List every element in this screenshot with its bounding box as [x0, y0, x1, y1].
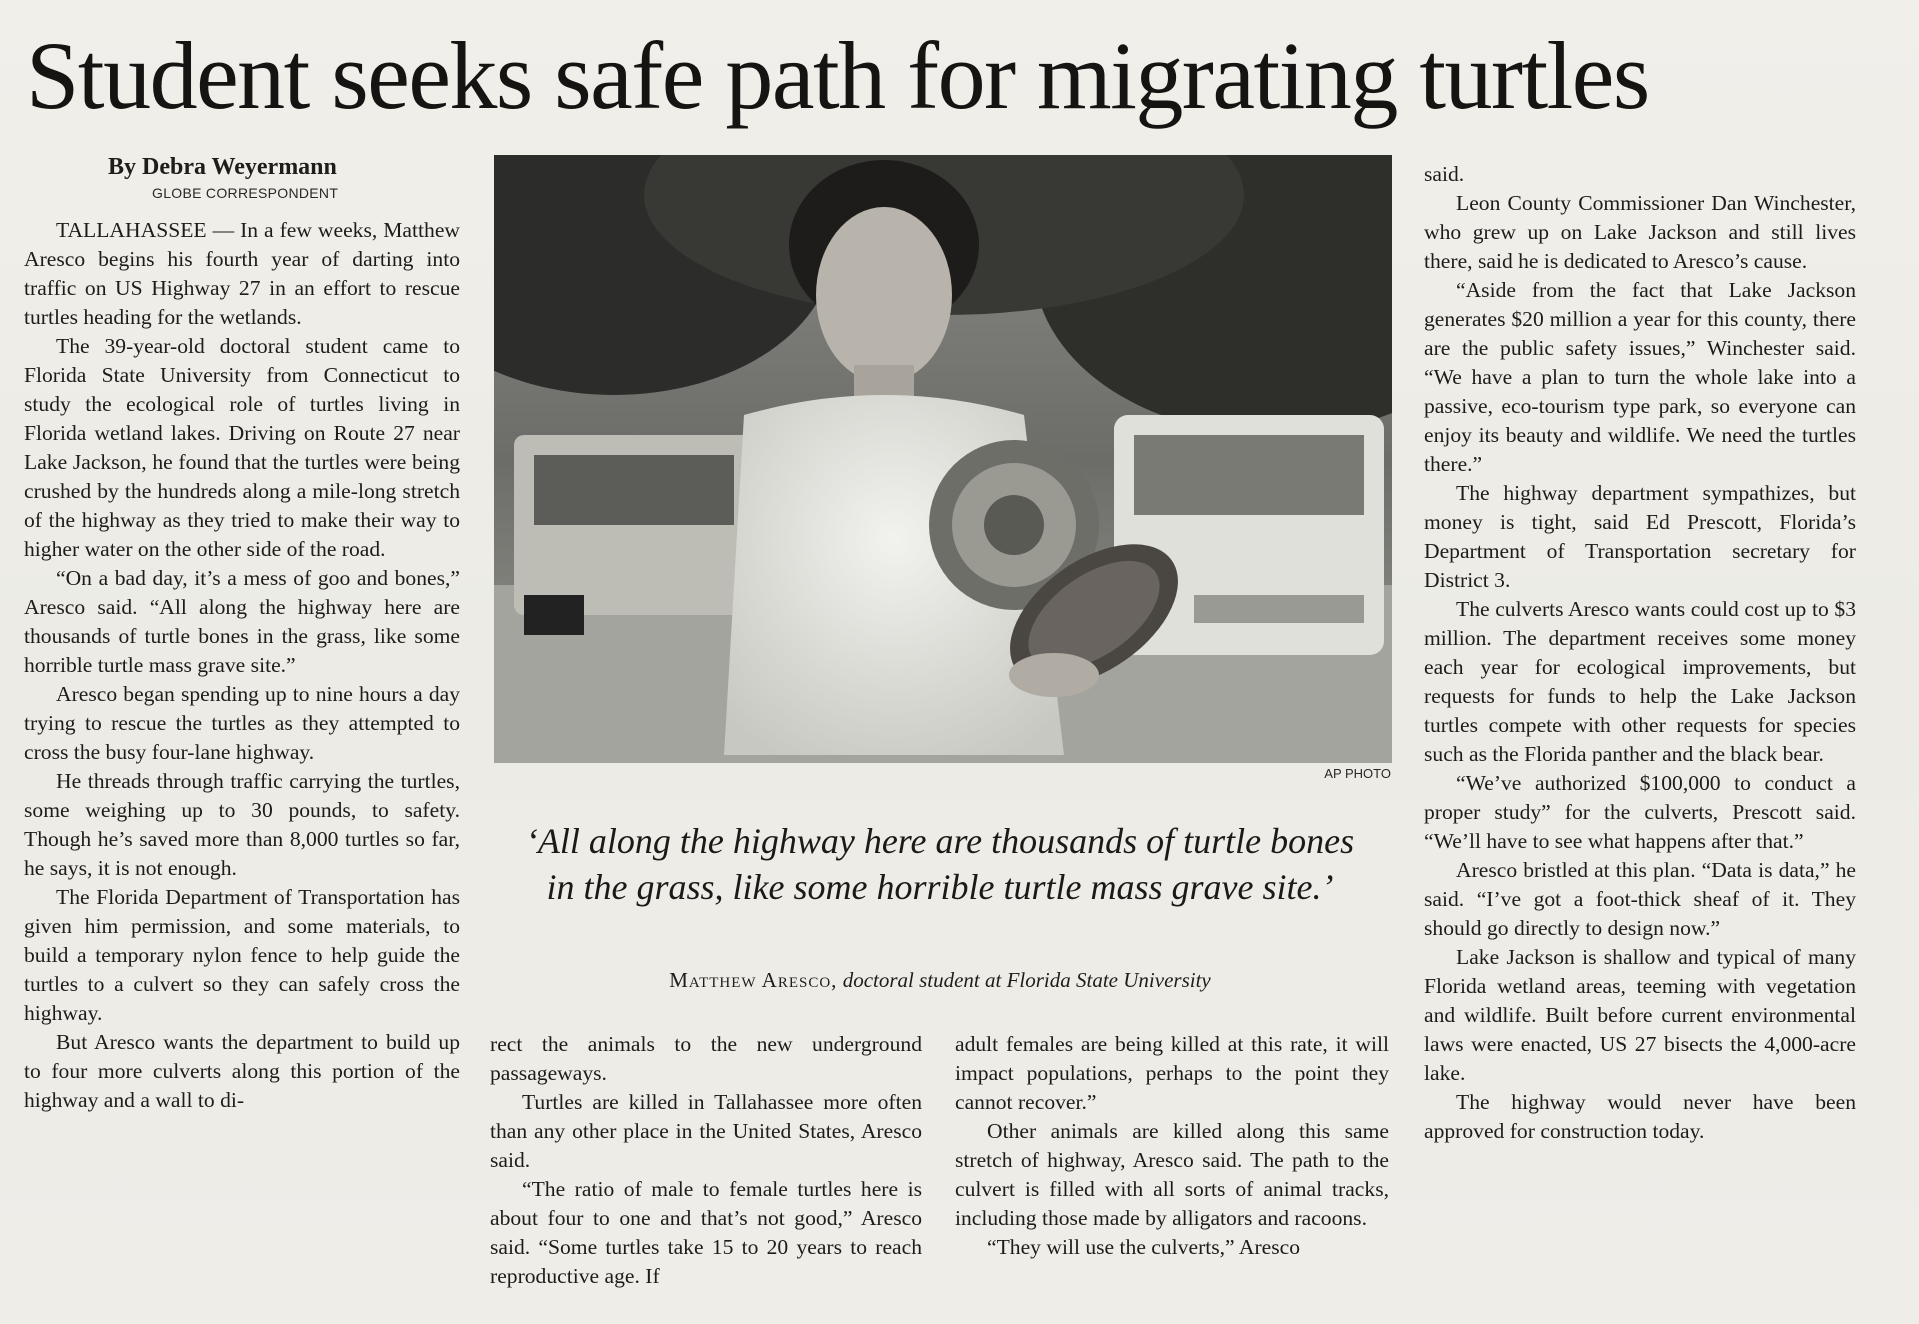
article-column-4 — [1424, 160, 1856, 1146]
article-column-1 — [24, 216, 460, 1115]
paragraph: “On a bad day, it’s a mess of goo and bones,” Aresco said. “All along the highway here are thousands of turtle bones in the grass, like some horrible turtle mass grave site.” — [24, 566, 460, 677]
paragraph: Aresco bristled at this plan. “Data is data,” he said. “I’ve got a foot-thick sheaf of it. They should go directly to design now.” — [1424, 858, 1856, 940]
paragraph: But Aresco wants the department to build up to four more culverts along this portion of the highway and a wall to di- — [24, 1030, 460, 1112]
paragraph: The highway department sympathizes, but money is tight, said Ed Prescott, Florida’s Department of Transportation secretary for District 3. — [1424, 481, 1856, 592]
paragraph: Aresco began spending up to nine hours a day trying to rescue the turtles as they attempted to cross the busy four-lane highway. — [24, 682, 460, 764]
paragraph: Turtles are killed in Tallahassee more often than any other place in the United States, Aresco said. — [490, 1090, 922, 1172]
headline: Student seeks safe path for migrating turtles — [26, 22, 1649, 129]
paragraph: “They will use the culverts,” Aresco — [987, 1235, 1301, 1259]
photo-illustration — [494, 155, 1392, 763]
paragraph: adult females are being killed at this rate, it will impact populations, perhaps to the point they cannot recover.” — [955, 1032, 1389, 1114]
quote-speaker: Matthew Aresco, — [669, 968, 838, 992]
article-column-2 — [490, 1030, 922, 1291]
paragraph: rect the animals to the new underground passageways. — [490, 1032, 922, 1085]
paragraph: TALLAHASSEE — In a few weeks, Matthew Aresco begins his fourth year of darting into traffic on US Highway 27 in an effort to rescue turtles heading for the wetlands. — [24, 218, 460, 329]
paragraph: The 39-year-old doctoral student came to Florida State University from Connecticut to study the ecological role of turtles living in Florida wetland lakes. Driving on Route 27 near Lake Jackson, he found that the turtles were being crushed by the hundreds along a mile-long stretch of the highway as they tried to make their way to higher water on the other side of the road. — [24, 334, 460, 561]
photo-man-holding-turtle — [494, 155, 1392, 763]
article-column-3 — [955, 1030, 1389, 1262]
quote-speaker-role: doctoral student at Florida State University — [842, 968, 1211, 992]
pull-quote-attribution — [520, 966, 1360, 994]
paragraph: “The ratio of male to female turtles here is about four to one and that’s not good,” Aresco said. “Some turtles take 15 to 20 years to reach reproductive age. If — [490, 1177, 922, 1288]
paragraph: Other animals are killed along this same stretch of highway, Aresco said. The path to the culvert is filled with all sorts of animal tracks, including those made by alligators and racoons. — [955, 1119, 1389, 1230]
byline: By Debra Weyermann — [108, 154, 337, 180]
paragraph: “Aside from the fact that Lake Jackson generates $20 million a year for this county, there are the public safety issues,” Winchester said. “We have a plan to turn the whole lake into a passive, eco-tourism type park, so everyone can enjoy its beauty and wildlife. We need the turtles there.” — [1424, 278, 1856, 476]
paragraph: The culverts Aresco wants could cost up to $3 million. The department receives some money each year for ecological improvements, but requests for funds to help the Lake Jackson turtles compete with other requests for species such as the Florida panther and the black bear. — [1424, 597, 1856, 766]
paragraph: The Florida Department of Transportation has given him permission, and some materials, to build a temporary nylon fence to help guide the turtles to a culvert so they can safely cross the highway. — [24, 885, 460, 1025]
paragraph: The highway would never have been approved for construction today. — [1424, 1090, 1856, 1143]
pull-quote: ‘All along the highway here are thousands of turtle bones in the grass, like some horrible turtle mass grave site.’ — [525, 821, 1355, 907]
paragraph: Lake Jackson is shallow and typical of many Florida wetland areas, teeming with vegetation and wildlife. Built before current environmental laws were enacted, US 27 bisects the 4,000-acre lake. — [1424, 945, 1856, 1085]
photo-credit: AP PHOTO — [1324, 766, 1391, 781]
paragraph: said. — [1424, 162, 1465, 186]
byline-affiliation: GLOBE CORRESPONDENT — [152, 185, 339, 201]
paragraph: “We’ve authorized $100,000 to conduct a proper study” for the culverts, Prescott said. “We’ll have to see what happens after that.” — [1424, 771, 1856, 853]
paragraph: Leon County Commissioner Dan Winchester, who grew up on Lake Jackson and still lives there, said he is dedicated to Aresco’s cause. — [1424, 191, 1856, 273]
paragraph: He threads through traffic carrying the turtles, some weighing up to 30 pounds, to safety. Though he’s saved more than 8,000 turtles so far, he says, it is not enough. — [24, 769, 460, 880]
